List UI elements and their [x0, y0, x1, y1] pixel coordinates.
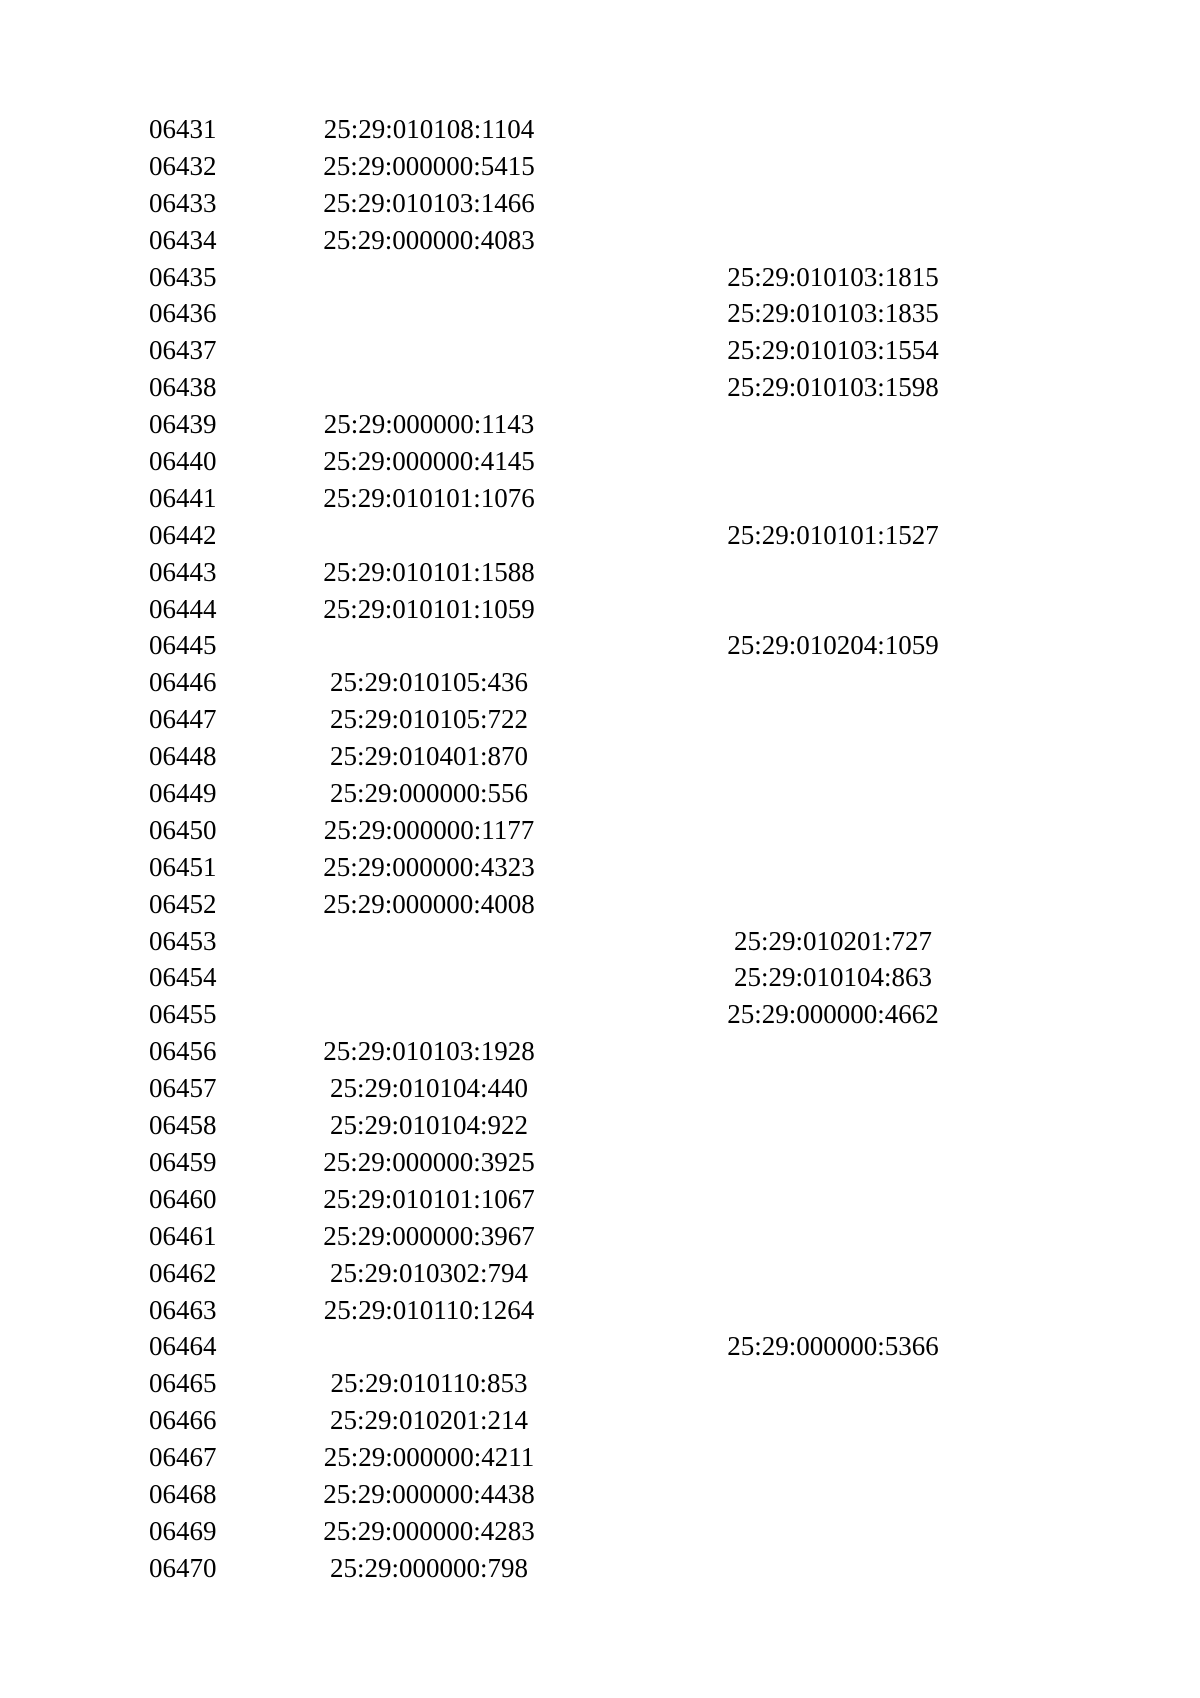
row-number: 06448	[149, 741, 217, 772]
row-number: 06455	[149, 999, 217, 1030]
table-row	[0, 1181, 1200, 1218]
cadastral-number-primary: 25:29:010101:1067	[323, 1183, 535, 1214]
row-number: 06469	[149, 1515, 217, 1546]
table-row	[0, 1402, 1200, 1439]
table-row	[0, 812, 1200, 849]
cadastral-number-primary: 25:29:010101:1076	[323, 482, 535, 513]
table-row	[0, 1107, 1200, 1144]
row-number: 06431	[149, 114, 217, 144]
table-row	[0, 1033, 1200, 1070]
table-row	[0, 222, 1200, 259]
row-number: 06466	[149, 1405, 217, 1436]
cadastral-number-secondary: 25:29:010103:1815	[727, 261, 939, 292]
cadastral-number-table	[0, 111, 1200, 1587]
cadastral-number-primary: 25:29:010104:440	[329, 1073, 529, 1104]
cadastral-number-primary: 25:29:000000:1143	[323, 409, 535, 440]
row-number: 06444	[149, 593, 217, 624]
cadastral-number-primary: 25:29:000000:4283	[323, 1515, 535, 1546]
row-number: 06435	[149, 261, 217, 292]
cadastral-number-primary: 25:29:000000:5415	[323, 150, 535, 181]
cadastral-number-primary: 25:29:010401:870	[329, 741, 529, 772]
cadastral-number-primary: 25:29:000000:4323	[323, 851, 535, 882]
cadastral-number-secondary: 25:29:000000:5366	[727, 1331, 939, 1362]
cadastral-number-primary: 25:29:000000:4083	[323, 224, 535, 255]
table-row	[0, 148, 1200, 185]
cadastral-number-primary: 25:29:010101:1588	[323, 556, 535, 587]
row-number: 06433	[149, 187, 217, 218]
row-number: 06452	[149, 888, 217, 919]
cadastral-number-primary: 25:29:010201:214	[329, 1405, 529, 1436]
row-number: 06453	[149, 925, 217, 956]
row-number: 06451	[149, 851, 217, 882]
row-number: 06459	[149, 1146, 217, 1177]
cadastral-number-primary: 25:29:010103:1928	[323, 1036, 535, 1067]
row-number: 06440	[149, 446, 217, 477]
cadastral-number-primary: 25:29:010104:922	[329, 1110, 529, 1141]
table-row	[0, 775, 1200, 812]
cadastral-number-primary: 25:29:000000:798	[329, 1552, 529, 1583]
table-row	[0, 886, 1200, 923]
table-row	[0, 959, 1200, 996]
cadastral-number-secondary: 25:29:010104:863	[733, 962, 933, 993]
row-number: 06460	[149, 1183, 217, 1214]
table-row	[0, 923, 1200, 960]
row-number: 06441	[149, 482, 217, 513]
table-row	[0, 627, 1200, 664]
row-number: 06464	[149, 1331, 217, 1362]
cadastral-number-primary: 25:29:000000:1177	[323, 814, 535, 845]
table-row	[0, 1218, 1200, 1255]
cadastral-number-primary: 25:29:010105:722	[329, 704, 529, 735]
cadastral-number-primary: 25:29:000000:4008	[323, 888, 535, 919]
table-row	[0, 443, 1200, 480]
cadastral-number-secondary: 25:29:000000:4662	[727, 999, 939, 1030]
row-number: 06442	[149, 519, 217, 550]
table-row	[0, 1476, 1200, 1513]
table-row	[0, 1255, 1200, 1292]
cadastral-number-primary: 25:29:000000:4145	[323, 446, 535, 477]
row-number: 06437	[149, 335, 217, 366]
cadastral-number-secondary: 25:29:010103:1835	[727, 298, 939, 329]
table-row	[0, 1144, 1200, 1181]
table-row	[0, 849, 1200, 886]
table-row	[0, 259, 1200, 296]
cadastral-number-primary: 25:29:000000:556	[329, 778, 529, 809]
row-number: 06457	[149, 1073, 217, 1104]
row-number: 06443	[149, 556, 217, 587]
table-row	[0, 664, 1200, 701]
row-number: 06439	[149, 409, 217, 440]
cadastral-number-primary: 25:29:010105:436	[329, 667, 529, 698]
row-number: 06454	[149, 962, 217, 993]
table-row	[0, 701, 1200, 738]
table-row	[0, 996, 1200, 1033]
table-row	[0, 406, 1200, 443]
cadastral-number-primary: 25:29:010110:853	[330, 1368, 528, 1399]
table-row	[0, 111, 1200, 148]
row-number: 06438	[149, 372, 217, 403]
cadastral-number-primary: 25:29:010108:1104	[323, 114, 535, 144]
cadastral-number-primary: 25:29:010103:1466	[323, 187, 535, 218]
row-number: 06458	[149, 1110, 217, 1141]
table-row	[0, 332, 1200, 369]
cadastral-number-primary: 25:29:010101:1059	[323, 593, 535, 624]
row-number: 06449	[149, 778, 217, 809]
cadastral-number-secondary: 25:29:010103:1598	[727, 372, 939, 403]
cadastral-number-secondary: 25:29:010103:1554	[727, 335, 939, 366]
row-number: 06468	[149, 1478, 217, 1509]
table-row	[0, 1070, 1200, 1107]
table-row	[0, 369, 1200, 406]
row-number: 06445	[149, 630, 217, 661]
cadastral-number-primary: 25:29:000000:4438	[323, 1478, 535, 1509]
row-number: 06447	[149, 704, 217, 735]
row-number: 06436	[149, 298, 217, 329]
table-row	[0, 1328, 1200, 1365]
row-number: 06461	[149, 1220, 217, 1251]
row-number: 06467	[149, 1442, 217, 1473]
table-row	[0, 591, 1200, 628]
cadastral-number-primary: 25:29:000000:3967	[323, 1220, 535, 1251]
cadastral-number-primary: 25:29:000000:3925	[323, 1146, 535, 1177]
row-number: 06456	[149, 1036, 217, 1067]
row-number: 06463	[149, 1294, 217, 1325]
row-number: 06462	[149, 1257, 217, 1288]
cadastral-number-secondary: 25:29:010101:1527	[727, 519, 939, 550]
row-number: 06432	[149, 150, 217, 181]
cadastral-number-secondary: 25:29:010204:1059	[727, 630, 939, 661]
table-row	[0, 738, 1200, 775]
cadastral-number-primary: 25:29:010302:794	[329, 1257, 529, 1288]
cadastral-number-primary: 25:29:010110:1264	[323, 1294, 535, 1325]
row-number: 06470	[149, 1552, 217, 1583]
table-row	[0, 295, 1200, 332]
table-row	[0, 1292, 1200, 1329]
table-row	[0, 480, 1200, 517]
row-number: 06446	[149, 667, 217, 698]
row-number: 06465	[149, 1368, 217, 1399]
table-row	[0, 517, 1200, 554]
table-row	[0, 554, 1200, 591]
table-row	[0, 1365, 1200, 1402]
table-row	[0, 185, 1200, 222]
table-row	[0, 1439, 1200, 1476]
row-number: 06450	[149, 814, 217, 845]
table-row	[0, 1513, 1200, 1550]
table-row	[0, 1550, 1200, 1587]
cadastral-number-secondary: 25:29:010201:727	[733, 925, 933, 956]
cadastral-number-primary: 25:29:000000:4211	[323, 1442, 535, 1473]
row-number: 06434	[149, 224, 217, 255]
